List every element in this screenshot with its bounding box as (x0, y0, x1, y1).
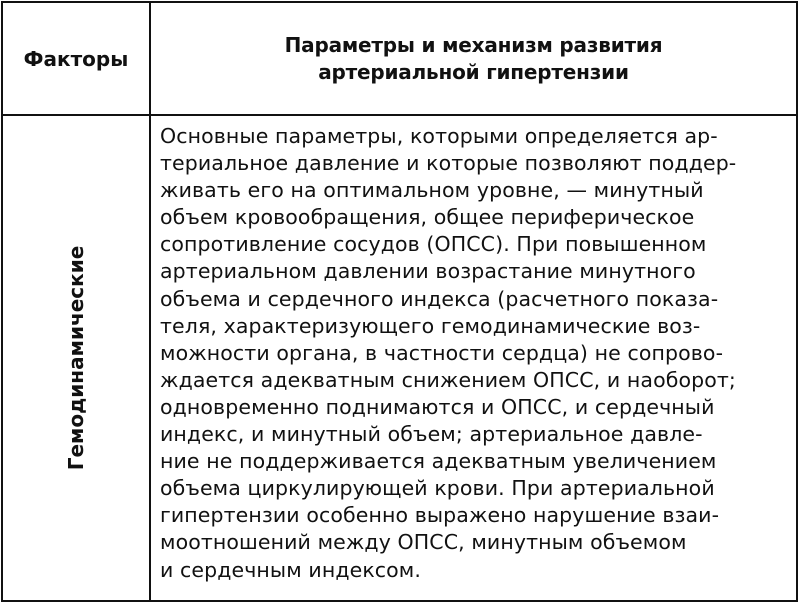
description-line: ние не поддерживается адекватным увеличением (160, 449, 717, 474)
description-line: ждается адекватным снижением ОПСС, и наоборот; (160, 367, 736, 392)
header-factors-label: Факторы (23, 46, 129, 71)
description-line: объем кровообращения, общее периферическое (160, 205, 695, 230)
description-line: теля, характеризующего гемодинамические воз- (160, 313, 701, 338)
header-parameters-text (285, 32, 663, 86)
description-line: моотношений между ОПСС, минутным объемом (160, 530, 687, 555)
header-parameters (151, 3, 796, 114)
description-line: индекс, и минутный объем; артериальное давле- (160, 422, 703, 447)
description-line: гипертензии особенно выражено нарушение взаи- (160, 503, 720, 528)
header-factors (3, 3, 149, 114)
description-line: объема циркулирующей крови. При артериальной (160, 476, 715, 501)
description-line: артериальном давлении возрастание минутного (160, 259, 696, 284)
factor-cell (3, 116, 149, 600)
hypertension-factors-table (1, 1, 798, 602)
description-line: и сердечным индексом. (160, 557, 421, 582)
description-line: Основные параметры, которыми определяется ар- (160, 124, 718, 148)
description-line: живать его на оптимальном уровне, — минутный (160, 178, 704, 203)
description-line: териальное давление и которые позволяют поддер- (160, 151, 737, 176)
description-line: сопротивление сосудов (ОПСС). При повышенном (160, 232, 707, 257)
description-cell (160, 123, 790, 595)
header-parameters-line: артериальной гипертензии (318, 59, 629, 84)
header-parameters-line: Параметры и механизм развития (284, 32, 663, 57)
description-line: одновременно поднимаются и ОПСС, и сердечный (160, 394, 715, 419)
description-line: объема и сердечного индекса (расчетного показа- (160, 286, 719, 311)
factor-label: Гемодинамические (64, 245, 88, 471)
description-line: можности органа, в частности сердца) не сопрово- (160, 340, 724, 365)
